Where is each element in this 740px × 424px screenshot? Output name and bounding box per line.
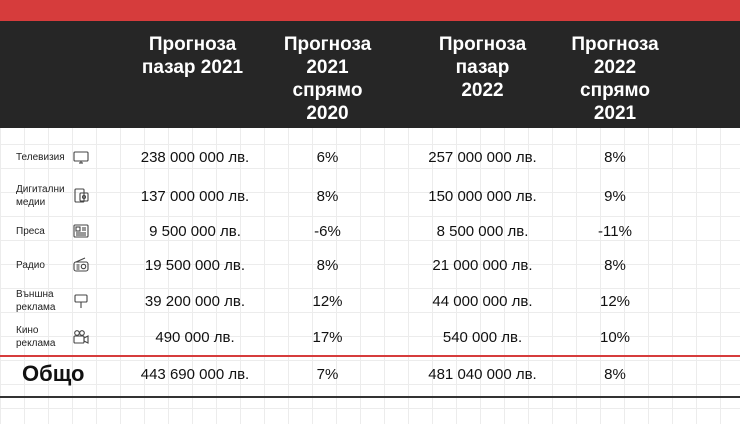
- total-label: Общо: [22, 361, 85, 386]
- change-2021: 8%: [316, 256, 339, 274]
- digital-media-icon: [72, 187, 90, 205]
- market-2022: 150 000 000 лв.: [428, 187, 537, 205]
- tv-icon: [72, 148, 90, 166]
- table-row: [0, 140, 740, 174]
- market-2021: 137 000 000 лв.: [140, 187, 250, 205]
- market-2021: 9 500 000 лв.: [149, 222, 241, 240]
- row-label: Телевизия: [16, 151, 65, 163]
- table-header: [0, 21, 740, 128]
- newspaper-icon: [72, 222, 90, 240]
- bottom-separator: [0, 396, 740, 398]
- market-2022: 257 000 000 лв.: [428, 148, 537, 166]
- market-2022: 8 500 000 лв.: [436, 222, 529, 240]
- change-2022: 10%: [599, 328, 631, 346]
- market-2021: 19 500 000 лв.: [144, 256, 246, 274]
- change-2022: -11%: [598, 222, 632, 240]
- header-change-2021: Прогноза 2021 спрямо 2020: [283, 34, 372, 124]
- table-row: [0, 214, 740, 248]
- change-2022: 8%: [604, 148, 626, 166]
- radio-icon: [72, 256, 90, 274]
- total-row: [0, 357, 740, 391]
- header-change-2022: Прогноза 2022 спрямо 2021: [571, 34, 659, 124]
- market-2021: 39 200 000 лв.: [144, 292, 246, 310]
- header-market-2021: Прогноза пазар 2021: [141, 34, 244, 78]
- change-2022: 9%: [604, 187, 626, 205]
- total-change-2022: 8%: [604, 365, 626, 383]
- billboard-icon: [72, 292, 90, 310]
- row-label: Радио: [16, 259, 45, 271]
- total-change-2021: 7%: [316, 365, 339, 383]
- movie-camera-icon: [72, 328, 90, 346]
- row-label: Кино реклама: [16, 325, 56, 349]
- total-market-2021: 443 690 000 лв.: [140, 365, 250, 383]
- row-label: Преса: [16, 225, 45, 237]
- row-label: Дигитални медии: [16, 184, 65, 208]
- market-2021: 490 000 лв.: [155, 328, 235, 346]
- row-label: Външна реклама: [16, 289, 56, 313]
- market-2022: 21 000 000 лв.: [432, 256, 533, 274]
- market-2021: 238 000 000 лв.: [140, 148, 250, 166]
- change-2021: 8%: [316, 187, 339, 205]
- table-row: [0, 248, 740, 282]
- total-market-2022: 481 040 000 лв.: [428, 365, 537, 383]
- change-2022: 8%: [604, 256, 626, 274]
- table-row: [0, 284, 740, 318]
- change-2021: 6%: [316, 148, 339, 166]
- header-market-2022: Прогноза пазар 2022: [438, 34, 527, 101]
- table-row: [0, 179, 740, 213]
- change-2022: 12%: [599, 292, 631, 310]
- table-row: [0, 320, 740, 354]
- market-2022: 540 000 лв.: [442, 328, 523, 346]
- change-2021: 12%: [312, 292, 343, 310]
- change-2021: 17%: [312, 328, 343, 346]
- change-2021: -6%: [314, 222, 341, 240]
- top-accent-bar: [0, 0, 740, 21]
- market-2022: 44 000 000 лв.: [432, 292, 533, 310]
